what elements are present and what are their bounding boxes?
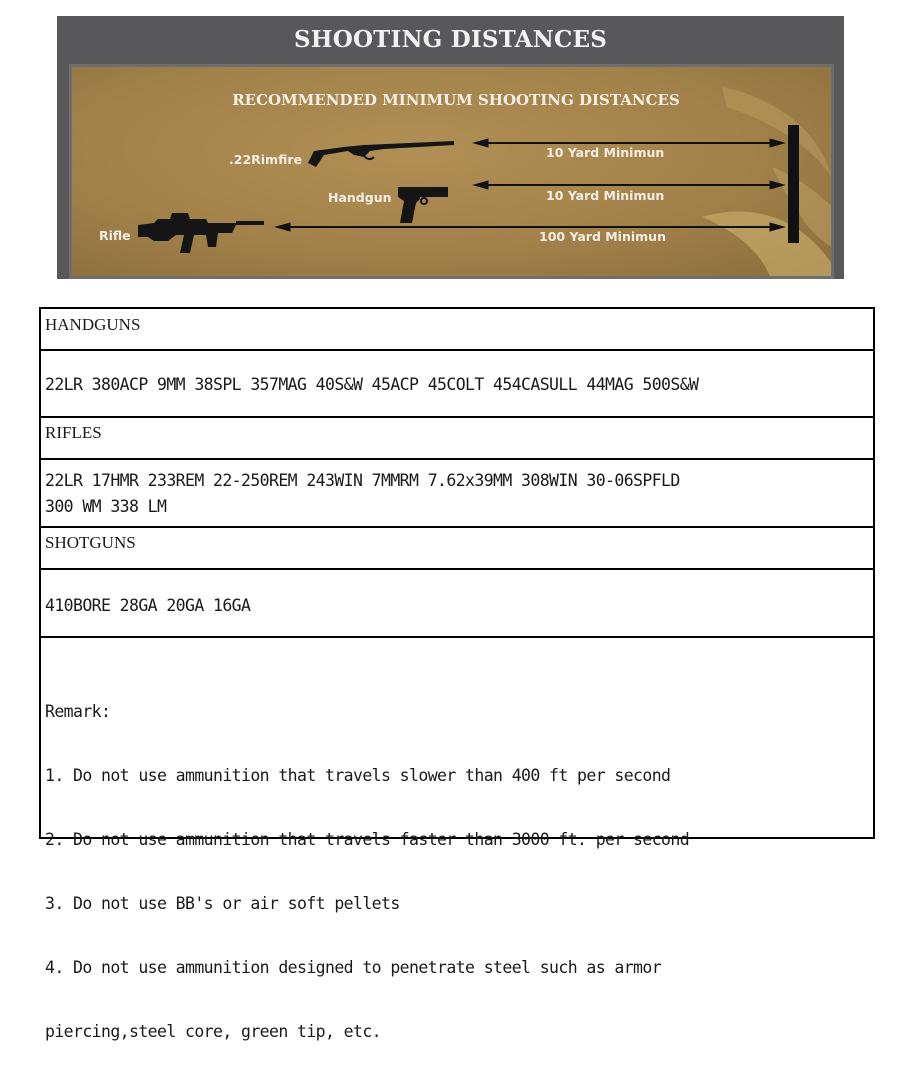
- rimfire-rifle-icon: [304, 135, 454, 169]
- rifle-label: Rifle: [99, 228, 131, 243]
- handgun-icon: [394, 183, 454, 227]
- shotguns-header: SHOTGUNS: [45, 533, 136, 552]
- handgun-label: Handgun: [328, 190, 392, 205]
- shooting-distances-banner: [57, 16, 844, 279]
- shotguns-header-row: [41, 528, 873, 570]
- rimfire-label: .22Rimfire: [229, 152, 302, 167]
- rifle-distance: 100 Yard Minimun: [539, 229, 666, 244]
- remark-block: [45, 661, 689, 1083]
- remark-item-2: 2. Do not use ammunition that travels faster than 3000 ft. per second: [45, 830, 690, 849]
- remark-title: Remark:: [45, 702, 111, 721]
- handguns-header-row: [41, 309, 873, 351]
- shotguns-list-row: [41, 570, 873, 638]
- remark-item-3: 3. Do not use BB's or air soft pellets: [45, 894, 400, 913]
- handguns-list: 22LR 380ACP 9MM 38SPL 357MAG 40S&W 45ACP 45COLT 454CASULL 44MAG 500S&W: [45, 375, 699, 394]
- banner-title: SHOOTING DISTANCES: [293, 26, 608, 53]
- rifles-header-row: [41, 418, 873, 460]
- shotguns-list: 410BORE 28GA 20GA 16GA: [45, 596, 251, 615]
- rimfire-distance: 10 Yard Minimun: [546, 145, 665, 160]
- remark-item-1: 1. Do not use ammunition that travels slower than 400 ft per second: [45, 766, 671, 785]
- rifles-header: RIFLES: [45, 423, 102, 442]
- handgun-distance: 10 Yard Minimun: [546, 188, 665, 203]
- remark-item-4-cont: piercing,steel core, green tip, etc.: [45, 1022, 382, 1041]
- recommended-distances-panel: [69, 64, 834, 279]
- assault-rifle-icon: [136, 207, 266, 259]
- rifles-list-row: [41, 460, 873, 528]
- handguns-header: HANDGUNS: [45, 315, 141, 334]
- rifles-list-line2: 300 WM 338 LM: [45, 497, 167, 516]
- panel-subtitle: RECOMMENDED MINIMUM SHOOTING DISTANCES: [232, 91, 680, 109]
- remark-item-4: 4. Do not use ammunition designed to penetrate steel such as armor: [45, 958, 662, 977]
- ammunition-table: [39, 307, 875, 1041]
- remark-row: [41, 638, 873, 1041]
- rifles-list-line1: 22LR 17HMR 233REM 22-250REM 243WIN 7MMRM 7.62x39MM 308WIN 30-06SPFLD: [45, 471, 680, 490]
- handguns-list-row: [41, 351, 873, 418]
